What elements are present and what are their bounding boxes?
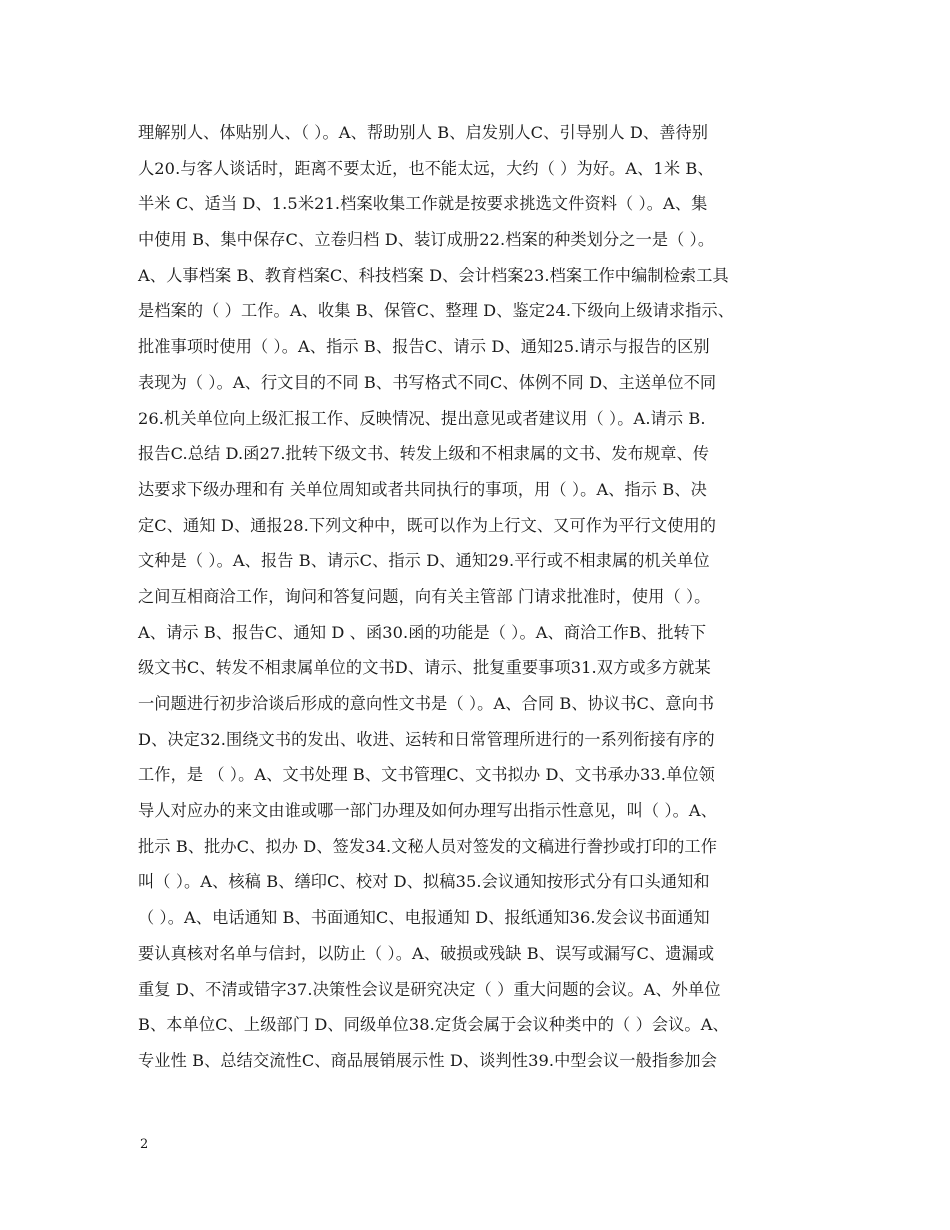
text-line: 批示 B、批办C、拟办 D、签发34.文秘人员对签发的文稿进行誊抄或打印的工作 <box>138 836 718 856</box>
text-line: 要认真核对名单与信封，以防止（ ）。A、破损或残缺 B、误写或漏写C、遗漏或 <box>138 943 715 963</box>
text-line: 半米 C、适当 D、1.5米21.档案收集工作就是按要求挑选文件资料（ ）。A、集 <box>138 194 708 214</box>
text-line: 人20.与客人谈话时，距离不要太近，也不能太远，大约（ ）为好。A、1米 B、 <box>138 158 714 178</box>
text-line: 叫（ ）。A、核稿 B、缮印C、校对 D、拟稿35.会议通知按形式分有口头通知和 <box>138 872 710 892</box>
text-line: 批准事项时使用（ ）。A、指示 B、报告C、请示 D、通知25.请示与报告的区别 <box>138 337 710 357</box>
text-line: 理解别人、体贴别人、（ ）。A、帮助别人 B、启发别人C、引导别人 D、善待别 <box>138 123 709 142</box>
text-line: 重复 D、不清或错字37.决策性会议是研究决定（ ）重大问题的会议。A、外单位 <box>138 979 721 999</box>
text-line: 级文书C、转发不相隶属单位的文书D、请示、批复重要事项31.双方或多方就某 <box>138 658 711 678</box>
text-line: 文种是（ ）。A、报告 B、请示C、指示 D、通知29.平行或不相隶属的机关单位 <box>138 551 710 571</box>
text-line: 中使用 B、集中保存C、立卷归档 D、装订成册22.档案的种类划分之一是（ ）。 <box>138 230 715 250</box>
text-line: 报告C.总结 D.函27.批转下级文书、转发上级和不相隶属的文书、发布规章、传 <box>138 444 710 464</box>
text-line: 定C、通知 D、通报28.下列文种中，既可以作为上行文、又可作为平行文使用的 <box>138 515 717 535</box>
text-line: 之间互相商洽工作，询问和答复问题，向有关主管部 门请求批准时，使用（ ）。 <box>138 586 711 606</box>
text-line: A、人事档案 B、教育档案C、科技档案 D、会计档案23.档案工作中编制检索工具 <box>138 265 729 285</box>
text-line: 导人对应办的来文由谁或哪一部门办理及如何办理写出指示性意见，叫（ ）。A、 <box>138 801 717 821</box>
text-line: 表现为（ ）。A、行文目的不同 B、书写格式不同C、体例不同 D、主送单位不同 <box>138 372 717 392</box>
text-line: 工作，是 （ ）。A、文书处理 B、文书管理C、文书拟办 D、文书承办33.单位领 <box>138 765 715 785</box>
text-line: A、请示 B、报告C、通知 D 、函30.函的功能是（ ）。A、商洽工作B、批转下 <box>138 622 707 642</box>
text-line: B、本单位C、上级部门 D、同级单位38.定货会属于会议种类中的（ ）会议。A、 <box>138 1015 729 1035</box>
text-line: 是档案的（ ）工作。A、收集 B、保管C、整理 D、鉴定24.下级向上级请求指示、 <box>138 301 735 321</box>
text-line: （ ）。A、电话通知 B、书面通知C、电报通知 D、报纸通知36.发会议书面通知 <box>138 908 710 928</box>
text-line: D、决定32.围绕文书的发出、收进、运转和日常管理所进行的一系列衔接有序的 <box>138 729 715 749</box>
body-text <box>138 115 828 1079</box>
text-line: 26.机关单位向上级汇报工作、反映情况、提出意见或者建议用（ ）。A.请示 B. <box>138 408 706 428</box>
page-number: 2 <box>140 1137 149 1152</box>
text-line: 达要求下级办理和有 关单位周知或者共同执行的事项，用（ ）。A、指示 B、决 <box>138 479 707 499</box>
text-line: 一问题进行初步洽谈后形成的意向性文书是（ ）。A、合同 B、协议书C、意向书 <box>138 694 715 713</box>
text-line: 专业性 B、总结交流性C、商品展销展示性 D、谈判性39.中型会议一般指参加会 <box>138 1050 718 1070</box>
